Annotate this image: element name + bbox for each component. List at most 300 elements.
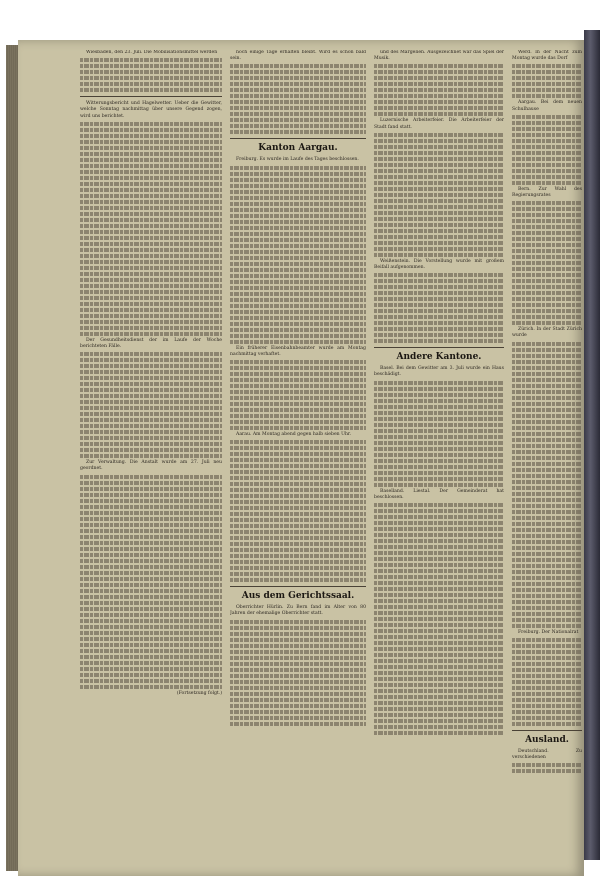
text-line	[374, 333, 504, 337]
text-line	[80, 517, 222, 521]
text-line	[512, 528, 582, 532]
text-line	[512, 624, 582, 628]
text-line	[512, 231, 582, 235]
paragraph: Bern. Zur Wahl des Regierungsrates	[512, 186, 582, 199]
text-line	[512, 462, 582, 466]
text-line	[374, 399, 504, 403]
text-line	[230, 440, 366, 444]
text-line	[80, 206, 222, 210]
paragraph: und des Margelien. Ausgezeichnet war das Spiel der Musik.	[374, 50, 504, 62]
text-line	[230, 202, 366, 206]
section-heading-ausland: Ausland.	[525, 734, 569, 745]
text-line	[80, 302, 222, 306]
text-line	[374, 521, 504, 525]
section-heading-andere-kantone: Andere Kantone.	[396, 352, 482, 363]
text-line	[374, 106, 504, 110]
text-line	[230, 118, 366, 122]
paragraph: noch einige Tage erhalten bleibt. Wird es schon bald sein.	[230, 50, 366, 62]
text-line	[230, 274, 366, 278]
text-line	[512, 315, 582, 319]
text-line	[230, 292, 366, 296]
text-line	[80, 649, 222, 653]
text-line	[230, 178, 366, 182]
text-line	[512, 285, 582, 289]
text-line	[230, 620, 366, 624]
text-line	[80, 589, 222, 593]
text-line	[374, 515, 504, 519]
text-line	[80, 376, 222, 380]
text-line	[512, 181, 582, 185]
text-line	[230, 566, 366, 570]
text-line	[374, 647, 504, 651]
text-line	[230, 488, 366, 492]
text-line	[374, 82, 504, 86]
column-4	[512, 50, 582, 868]
text-line	[512, 303, 582, 307]
text-line	[230, 262, 366, 266]
text-line	[80, 577, 222, 581]
divider	[80, 96, 222, 97]
text-line	[80, 332, 222, 336]
text-line	[374, 229, 504, 233]
text-line	[374, 235, 504, 239]
text-line	[80, 583, 222, 587]
text-line	[374, 719, 504, 723]
text-line	[512, 680, 582, 684]
text-line	[374, 94, 504, 98]
text-line	[512, 82, 582, 86]
text-line	[512, 606, 582, 610]
text-line	[512, 662, 582, 666]
text-line	[230, 470, 366, 474]
text-line	[230, 542, 366, 546]
text-line	[80, 236, 222, 240]
text-line	[512, 366, 582, 370]
text-line	[374, 285, 504, 289]
text-line	[80, 76, 222, 80]
text-line	[512, 546, 582, 550]
text-line	[230, 360, 366, 364]
text-line	[512, 354, 582, 358]
text-line	[512, 420, 582, 424]
text-line	[230, 560, 366, 564]
text-line	[230, 656, 366, 660]
paragraph: (Fortsetzung folgt.)	[176, 690, 222, 696]
text-line	[80, 308, 222, 312]
text-line	[374, 569, 504, 573]
text-line	[374, 175, 504, 179]
text-line	[512, 600, 582, 604]
text-line	[80, 170, 222, 174]
text-line	[230, 310, 366, 314]
text-line	[512, 297, 582, 301]
text-line	[512, 213, 582, 217]
text-line	[512, 570, 582, 574]
paragraph: Ein früherer Eisenbahnbeamter wurde am Montag nachmittag verhaftet.	[230, 345, 366, 357]
text-line	[80, 547, 222, 551]
text-line	[374, 339, 504, 343]
text-line	[374, 635, 504, 639]
text-line	[80, 352, 222, 356]
text-line	[512, 163, 582, 167]
text-line	[374, 187, 504, 191]
text-line	[230, 106, 366, 110]
text-line	[230, 506, 366, 510]
text-line	[80, 164, 222, 168]
text-line	[230, 372, 366, 376]
text-line	[374, 563, 504, 567]
text-line	[230, 172, 366, 176]
text-line	[512, 644, 582, 648]
column-2	[230, 50, 366, 868]
text-line	[374, 193, 504, 197]
text-line	[374, 405, 504, 409]
text-line	[374, 677, 504, 681]
text-line	[512, 692, 582, 696]
text-line	[230, 232, 366, 236]
text-line	[374, 181, 504, 185]
text-line	[80, 152, 222, 156]
text-line	[512, 618, 582, 622]
text-line	[512, 88, 582, 92]
text-line	[80, 595, 222, 599]
text-line	[80, 272, 222, 276]
column-3	[374, 50, 504, 868]
text-line	[230, 530, 366, 534]
text-line	[512, 650, 582, 654]
divider	[512, 730, 582, 731]
text-line	[230, 426, 366, 430]
text-line	[230, 662, 366, 666]
text-line	[512, 267, 582, 271]
text-line	[230, 632, 366, 636]
text-line	[230, 304, 366, 308]
text-line	[512, 698, 582, 702]
text-line	[512, 127, 582, 131]
text-line	[374, 151, 504, 155]
text-line	[230, 402, 366, 406]
text-line	[374, 653, 504, 657]
text-line	[512, 656, 582, 660]
text-line	[230, 70, 366, 74]
text-line	[80, 493, 222, 497]
text-line	[374, 199, 504, 203]
text-line	[512, 342, 582, 346]
text-line	[80, 412, 222, 416]
text-line	[230, 298, 366, 302]
text-line	[512, 674, 582, 678]
text-line	[512, 474, 582, 478]
text-line	[374, 701, 504, 705]
text-line	[230, 698, 366, 702]
text-line	[512, 576, 582, 580]
text-line	[80, 667, 222, 671]
text-line	[80, 194, 222, 198]
text-line	[512, 121, 582, 125]
text-line	[230, 626, 366, 630]
text-line	[374, 683, 504, 687]
text-line	[512, 450, 582, 454]
text-line	[80, 505, 222, 509]
text-line	[230, 446, 366, 450]
text-line	[230, 340, 366, 344]
text-line	[374, 88, 504, 92]
text-line	[80, 625, 222, 629]
text-line	[374, 575, 504, 579]
text-line	[374, 731, 504, 735]
text-line	[80, 260, 222, 264]
text-line	[512, 582, 582, 586]
text-line	[512, 70, 582, 74]
text-line	[512, 279, 582, 283]
text-line	[80, 182, 222, 186]
paragraph: Zur Verwaltung. Die Anstalt wurde am 27. Juli neu geordnet.	[80, 460, 222, 472]
text-line	[230, 64, 366, 68]
book-binding-edge	[584, 30, 600, 860]
text-line	[512, 243, 582, 247]
text-line	[230, 638, 366, 642]
text-line	[80, 400, 222, 404]
text-line	[80, 158, 222, 162]
text-line	[230, 680, 366, 684]
text-line	[80, 254, 222, 258]
text-line	[230, 686, 366, 690]
text-line	[512, 390, 582, 394]
text-line	[512, 175, 582, 179]
text-line	[374, 617, 504, 621]
text-line	[374, 459, 504, 463]
text-line	[230, 208, 366, 212]
text-line	[512, 237, 582, 241]
text-line	[230, 220, 366, 224]
text-line	[512, 638, 582, 642]
text-line	[80, 70, 222, 74]
text-line	[80, 242, 222, 246]
text-line	[374, 659, 504, 663]
text-line	[512, 255, 582, 259]
text-line	[374, 551, 504, 555]
text-line	[80, 406, 222, 410]
text-line	[230, 250, 366, 254]
text-line	[230, 710, 366, 714]
text-line	[80, 364, 222, 368]
divider	[230, 138, 366, 139]
text-line	[230, 414, 366, 418]
text-line	[80, 601, 222, 605]
text-line	[374, 112, 504, 116]
text-line	[80, 475, 222, 479]
text-line	[80, 559, 222, 563]
text-line	[230, 396, 366, 400]
text-line	[374, 605, 504, 609]
text-line	[230, 716, 366, 720]
text-line	[230, 88, 366, 92]
text-line	[230, 548, 366, 552]
text-line	[230, 494, 366, 498]
text-line	[374, 587, 504, 591]
text-line	[374, 387, 504, 391]
text-line	[230, 112, 366, 116]
text-line	[374, 503, 504, 507]
text-line	[230, 578, 366, 582]
text-line	[374, 533, 504, 537]
text-line	[374, 211, 504, 215]
text-line	[80, 673, 222, 677]
text-line	[374, 689, 504, 693]
text-line	[374, 241, 504, 245]
text-line	[230, 384, 366, 388]
text-line	[512, 378, 582, 382]
text-line	[512, 480, 582, 484]
text-line	[374, 157, 504, 161]
text-line	[230, 268, 366, 272]
text-line	[230, 554, 366, 558]
text-line	[230, 82, 366, 86]
text-line	[512, 438, 582, 442]
text-line	[230, 536, 366, 540]
divider	[230, 586, 366, 587]
text-line	[512, 225, 582, 229]
text-line	[80, 200, 222, 204]
text-line	[512, 360, 582, 364]
text-line	[230, 280, 366, 284]
text-line	[230, 238, 366, 242]
text-line	[80, 218, 222, 222]
text-line	[512, 540, 582, 544]
text-line	[80, 88, 222, 92]
text-line	[512, 534, 582, 538]
text-line	[80, 631, 222, 635]
text-line	[512, 498, 582, 502]
paragraph: Oberrichter Hürlin. Zu Bern fand im Alter von 80 Jahren der ehemalige Oberrichter statt.	[230, 605, 366, 617]
text-line	[80, 571, 222, 575]
text-line	[512, 594, 582, 598]
text-line	[374, 291, 504, 295]
text-line	[230, 452, 366, 456]
text-line	[230, 420, 366, 424]
section-heading-kanton-aargau: Kanton Aargau.	[258, 143, 338, 154]
divider	[374, 347, 504, 348]
text-line	[512, 372, 582, 376]
paragraph: Freiburg. Der Nationalrat	[518, 629, 579, 635]
paragraph: Witterungsbericht und Hagelwetter. Ueber die Gewitter, welche Sonntag nachmittag über unsere Gegend zogen, wird uns berichtet.	[80, 101, 222, 119]
text-line	[512, 396, 582, 400]
text-line	[230, 512, 366, 516]
text-line	[512, 516, 582, 520]
text-line	[230, 166, 366, 170]
text-line	[512, 588, 582, 592]
text-line	[80, 607, 222, 611]
text-line	[512, 552, 582, 556]
text-line	[512, 704, 582, 708]
text-line	[374, 133, 504, 137]
text-line	[512, 432, 582, 436]
text-line	[80, 388, 222, 392]
text-line	[512, 510, 582, 514]
text-line	[512, 261, 582, 265]
text-line	[512, 408, 582, 412]
text-line	[80, 448, 222, 452]
text-line	[374, 539, 504, 543]
paragraph: Aargau. Bei dem neuen Schulhause	[512, 100, 582, 112]
text-line	[374, 411, 504, 415]
text-line	[80, 284, 222, 288]
text-line	[512, 558, 582, 562]
text-line	[80, 418, 222, 422]
text-line	[80, 553, 222, 557]
text-line	[512, 612, 582, 616]
text-line	[230, 190, 366, 194]
text-line	[230, 704, 366, 708]
text-line	[80, 64, 222, 68]
text-line	[230, 524, 366, 528]
text-line	[374, 70, 504, 74]
text-line	[80, 370, 222, 374]
newspaper-sheet	[18, 40, 584, 876]
text-line	[230, 668, 366, 672]
text-line	[80, 382, 222, 386]
text-line	[230, 572, 366, 576]
text-line	[230, 226, 366, 230]
text-line	[512, 151, 582, 155]
text-line	[512, 710, 582, 714]
text-line	[374, 163, 504, 167]
text-line	[230, 130, 366, 134]
text-line	[512, 426, 582, 430]
text-line	[80, 523, 222, 527]
text-line	[374, 599, 504, 603]
paragraph: Luzernische Arbeiterfeier. Die Arbeiterfeier der Stadt fand statt.	[374, 118, 504, 130]
text-line	[80, 436, 222, 440]
text-line	[80, 454, 222, 458]
text-line	[374, 665, 504, 669]
text-line	[374, 417, 504, 421]
text-line	[374, 139, 504, 143]
text-line	[374, 76, 504, 80]
text-line	[512, 456, 582, 460]
text-line	[80, 134, 222, 138]
text-line	[512, 763, 582, 767]
text-line	[80, 685, 222, 689]
text-line	[512, 291, 582, 295]
text-line	[512, 668, 582, 672]
text-line	[80, 481, 222, 485]
paragraph: Weißenstein. Die Vorstellung wurde mit großem Beifall aufgenommen.	[374, 258, 504, 271]
text-line	[512, 348, 582, 352]
text-line	[374, 707, 504, 711]
text-line	[374, 453, 504, 457]
paragraph: Aarau. Am Montag abend gegen halb sieben Uhr.	[236, 432, 352, 438]
text-line	[80, 248, 222, 252]
text-line	[512, 201, 582, 205]
text-line	[512, 145, 582, 149]
paragraph: Zürich. In der Stadt Zürich wurde	[512, 327, 582, 339]
text-line	[80, 394, 222, 398]
text-line	[230, 244, 366, 248]
text-line	[80, 212, 222, 216]
text-line	[374, 629, 504, 633]
text-line	[374, 321, 504, 325]
text-line	[80, 643, 222, 647]
text-line	[230, 644, 366, 648]
text-line	[512, 384, 582, 388]
text-line	[374, 247, 504, 251]
text-line	[374, 447, 504, 451]
text-line	[80, 487, 222, 491]
paragraph: Der Gesundheitsdienst der im Laufe der Woche berichteten Fälle.	[80, 337, 222, 350]
text-line	[80, 230, 222, 234]
text-line	[374, 671, 504, 675]
